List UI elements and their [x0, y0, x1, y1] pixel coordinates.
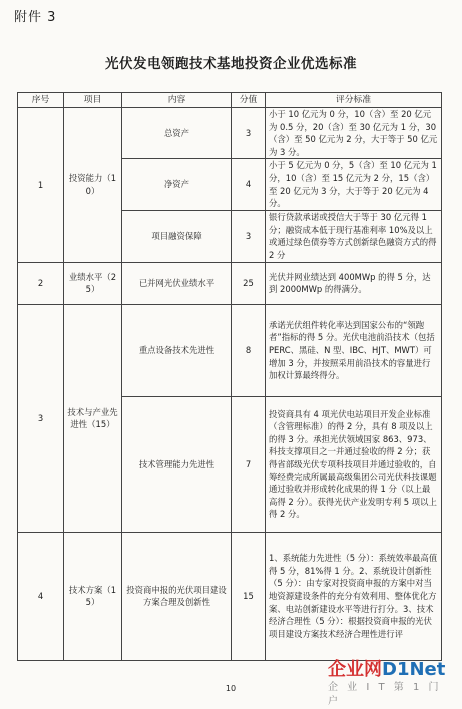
- watermark-logo: [328, 659, 456, 707]
- row-no: 3: [18, 304, 64, 532]
- row-score: 25: [232, 262, 266, 304]
- row-criteria: 光伏并网业绩达到 400MWp 的得 5 分，达到 2000MWp 的得满分。: [266, 262, 442, 304]
- document-title: 光伏发电领跑技术基地投资企业优选标准: [105, 56, 357, 72]
- criteria-table: [17, 92, 442, 661]
- row-content: 已并网光伏业绩水平: [122, 262, 232, 304]
- row-content: 净资产: [122, 159, 232, 210]
- attachment-label: 附件 3: [14, 10, 57, 25]
- row-item: 技术方案（15）: [64, 532, 122, 660]
- row-item: 投资能力（10）: [64, 108, 122, 263]
- watermark-brand-red: 企业网: [328, 659, 382, 680]
- row-criteria: 小于 10 亿元为 0 分，10（含）至 20 亿元为 0.5 分，20（含）至 30 亿元为 1 分，30（含）至 50 亿元为 2 分，大于等于 50 亿元为 3 分。: [266, 108, 442, 159]
- row-content: 项目融资保障: [122, 210, 232, 262]
- row-criteria: 1、系统能力先进性（5 分）：系统效率最高值得 5 分，81%得 1 分。2、系统设计创新性（5 分）：由专家对投资商申报的方案中对当地资源建设条件的充分有效利用、整体优化方案、电站创新建设水平等进行打分。3、技术经济合理性（5 分）：根据投资商申报的光伏项目建设方案技术经济合理性进行评: [266, 532, 442, 660]
- header-score: 分值: [232, 93, 266, 108]
- watermark-slogan: 企 业 I T 第 1 门 户: [328, 682, 442, 707]
- table-row: [18, 108, 442, 159]
- watermark-brand-blue: D1Net: [382, 659, 446, 680]
- row-content: 总资产: [122, 108, 232, 159]
- header-no: 序号: [18, 93, 64, 108]
- header-content: 内容: [122, 93, 232, 108]
- row-no: 4: [18, 532, 64, 660]
- table-row: [18, 262, 442, 304]
- row-score: 15: [232, 532, 266, 660]
- row-criteria: 银行贷款承诺或授信大于等于 30 亿元得 1 分；融资成本低于现行基准利率 10%及以上或通过绿色债券等方式创新绿色融资方式的得 2 分: [266, 210, 442, 262]
- row-score: 4: [232, 159, 266, 210]
- row-content: 重点设备技术先进性: [122, 304, 232, 396]
- row-criteria: 投资商具有 4 项光伏电站项目开发企业标准（含管理标准）的得 2 分，具有 8 项及以上的得 3 分。承担光伏领域国家 863、973、科技支撑项目之一并通过验收的得 2 分；获得省部级光伏专项科技项目并通过验收的，自筹经费完成所属最高级集团公司光伏科技课题通过验收并形成转化成果的得 1 分（以上最高得 2 分）。获得光伏产业发明专利 5 项以上得 2 分。: [266, 396, 442, 532]
- row-content: 技术管理能力先进性: [122, 396, 232, 532]
- table-header-row: [18, 93, 442, 108]
- table-row: [18, 304, 442, 396]
- row-no: 2: [18, 262, 64, 304]
- table-row: [18, 532, 442, 660]
- row-no: 1: [18, 108, 64, 263]
- row-item: 技术与产业先进性（15）: [64, 304, 122, 532]
- row-score: 3: [232, 108, 266, 159]
- row-score: 3: [232, 210, 266, 262]
- header-criteria: 评分标准: [266, 93, 442, 108]
- row-score: 7: [232, 396, 266, 532]
- header-item: 项目: [64, 93, 122, 108]
- row-score: 8: [232, 304, 266, 396]
- row-criteria: 承诺光伏组件转化率达到国家公布的“领跑者”指标的得 5 分。光伏电池前沿技术（包括 PERC、黑硅、N 型、IBC、HJT、MWT）可增加 3 分，并按照采用前沿技术的容量进行加权计算最终得分。: [266, 304, 442, 396]
- row-criteria: 小于 5 亿元为 0 分，5（含）至 10 亿元为 1 分，10（含）至 15 亿元为 2 分，15（含）至 20 亿元为 3 分，大于等于 20 亿元为 4 分。: [266, 159, 442, 210]
- row-item: 业绩水平（25）: [64, 262, 122, 304]
- page-number: 10: [225, 684, 237, 693]
- row-content: 投资商申报的光伏项目建设方案合理及创新性: [122, 532, 232, 660]
